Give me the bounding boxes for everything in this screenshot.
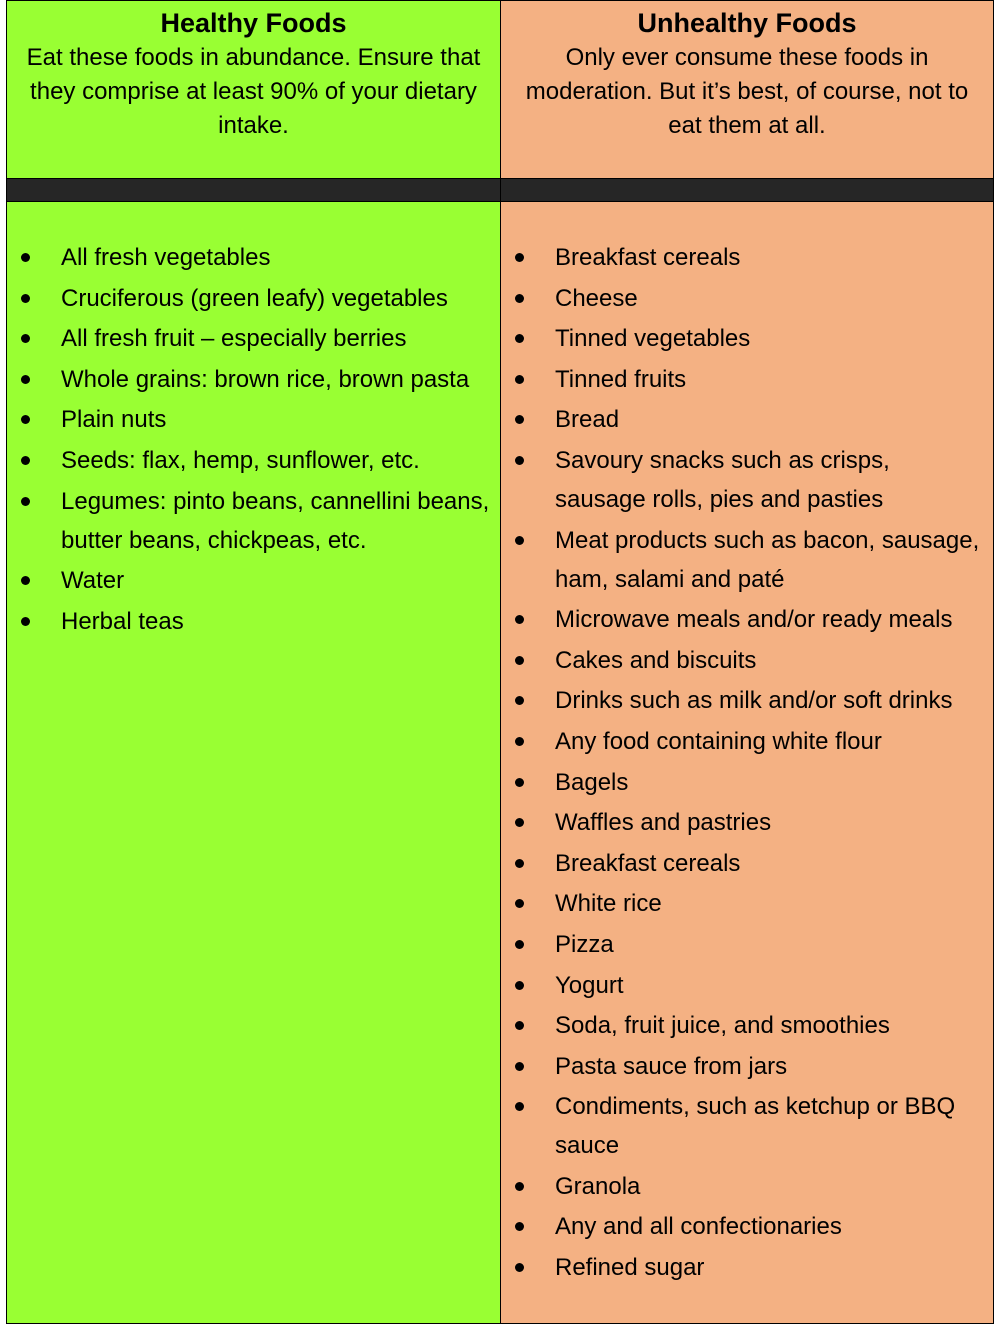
- list-item: [501, 641, 993, 680]
- list-item-text: Breakfast cereals: [555, 849, 741, 877]
- list-item-text: Yogurt: [555, 971, 624, 999]
- list-item: [501, 1248, 993, 1287]
- list-item: [7, 319, 500, 358]
- healthy-foods-description: Eat these foods in abundance. Ensure that they comprise at least 90% of your dietary intake.: [26, 44, 481, 139]
- list-item-text: Meat products such as bacon, sausage, ham, salami and paté: [555, 526, 980, 593]
- list-item: [501, 600, 993, 639]
- bullet-icon: [515, 456, 524, 465]
- bullet-icon: [515, 375, 524, 384]
- list-item-text: Seeds: flax, hemp, sunflower, etc.: [61, 446, 420, 474]
- header-divider-right: [501, 178, 993, 202]
- list-item-text: Any and all confectionaries: [555, 1213, 842, 1241]
- bullet-icon: [515, 334, 524, 343]
- bullet-icon: [21, 497, 30, 506]
- bullet-icon: [21, 617, 30, 626]
- list-item: [501, 884, 993, 923]
- list-item-text: Plain nuts: [61, 406, 167, 434]
- list-item: [501, 1167, 993, 1206]
- list-item-text: Condiments, such as ketchup or BBQ sauce: [555, 1093, 956, 1160]
- list-item-text: White rice: [555, 890, 662, 918]
- bullet-icon: [515, 940, 524, 949]
- list-item-text: Any food containing white flour: [555, 727, 882, 755]
- unhealthy-foods-description: Only ever consume these foods in moderation. But it’s best, of course, not to eat them at all.: [525, 44, 969, 139]
- bullet-icon: [515, 737, 524, 746]
- list-item-text: Whole grains: brown rice, brown pasta: [61, 365, 470, 393]
- bullet-icon: [515, 899, 524, 908]
- unhealthy-foods-title: Unhealthy Foods: [637, 8, 857, 38]
- bullet-icon: [515, 778, 524, 787]
- list-item-text: Savoury snacks such as crisps, sausage rolls, pies and pasties: [555, 446, 890, 513]
- list-item: [501, 319, 993, 358]
- list-item: [7, 238, 500, 277]
- list-item-text: Microwave meals and/or ready meals: [555, 606, 953, 634]
- bullet-icon: [21, 253, 30, 262]
- list-item-text: Granola: [555, 1172, 641, 1200]
- healthy-foods-title: Healthy Foods: [160, 8, 347, 38]
- healthy-foods-header: [7, 1, 500, 178]
- bullet-icon: [515, 1102, 524, 1111]
- list-item: [501, 966, 993, 1005]
- bullet-icon: [515, 818, 524, 827]
- list-item: [501, 360, 993, 399]
- list-item: [501, 763, 993, 802]
- list-item: [7, 602, 500, 641]
- bullet-icon: [21, 456, 30, 465]
- list-item: [7, 482, 500, 560]
- bullet-icon: [515, 656, 524, 665]
- healthy-foods-column: [7, 1, 501, 1323]
- healthy-foods-list: [7, 238, 500, 642]
- list-item-text: Cruciferous (green leafy) vegetables: [61, 284, 448, 312]
- list-item: [501, 803, 993, 842]
- list-item: [501, 441, 993, 519]
- list-item: [501, 279, 993, 318]
- unhealthy-foods-header: [501, 1, 993, 178]
- list-item-text: Pasta sauce from jars: [555, 1052, 788, 1080]
- bullet-icon: [515, 1021, 524, 1030]
- list-item-text: Tinned vegetables: [555, 325, 751, 353]
- unhealthy-foods-column: [501, 1, 993, 1323]
- list-item-text: Refined sugar: [555, 1254, 705, 1282]
- bullet-icon: [515, 615, 524, 624]
- bullet-icon: [21, 334, 30, 343]
- list-item: [501, 521, 993, 599]
- list-item-text: Bagels: [555, 768, 629, 796]
- list-item: [7, 400, 500, 439]
- list-item-text: Drinks such as milk and/or soft drinks: [555, 687, 953, 715]
- list-item: [501, 400, 993, 439]
- list-item-text: Soda, fruit juice, and smoothies: [555, 1012, 890, 1040]
- list-item: [7, 561, 500, 600]
- bullet-icon: [21, 415, 30, 424]
- list-item-text: All fresh fruit – especially berries: [61, 325, 407, 353]
- bullet-icon: [515, 294, 524, 303]
- list-item: [501, 1047, 993, 1086]
- list-item-text: Water: [61, 567, 125, 595]
- list-item-text: Tinned fruits: [555, 365, 687, 393]
- list-item-text: Cakes and biscuits: [555, 646, 757, 674]
- list-item-text: Pizza: [555, 930, 614, 958]
- bullet-icon: [515, 696, 524, 705]
- bullet-icon: [515, 536, 524, 545]
- bullet-icon: [515, 981, 524, 990]
- bullet-icon: [21, 294, 30, 303]
- bullet-icon: [515, 253, 524, 262]
- list-item: [501, 1006, 993, 1045]
- bullet-icon: [21, 576, 30, 585]
- list-item: [501, 722, 993, 761]
- bullet-icon: [515, 415, 524, 424]
- bullet-icon: [515, 1263, 524, 1272]
- list-item: [501, 844, 993, 883]
- list-item: [7, 279, 500, 318]
- bullet-icon: [21, 375, 30, 384]
- bullet-icon: [515, 859, 524, 868]
- list-item: [501, 1207, 993, 1246]
- bullet-icon: [515, 1062, 524, 1071]
- food-comparison-table: [6, 0, 994, 1324]
- list-item-text: Legumes: pinto beans, cannellini beans, butter beans, chickpeas, etc.: [61, 487, 490, 554]
- list-item-text: Cheese: [555, 284, 638, 312]
- list-item-text: All fresh vegetables: [61, 244, 271, 271]
- list-item-text: Herbal teas: [61, 607, 184, 635]
- list-item: [501, 681, 993, 720]
- bullet-icon: [515, 1182, 524, 1191]
- header-divider-left: [7, 178, 500, 202]
- list-item: [7, 360, 500, 399]
- list-item: [501, 238, 993, 277]
- list-item-text: Waffles and pastries: [555, 809, 772, 837]
- bullet-icon: [515, 1222, 524, 1231]
- list-item: [501, 1087, 993, 1165]
- list-item: [501, 925, 993, 964]
- list-item-text: Bread: [555, 406, 620, 434]
- list-item-text: Breakfast cereals: [555, 244, 741, 271]
- list-item: [7, 441, 500, 480]
- unhealthy-foods-list: [501, 238, 993, 1289]
